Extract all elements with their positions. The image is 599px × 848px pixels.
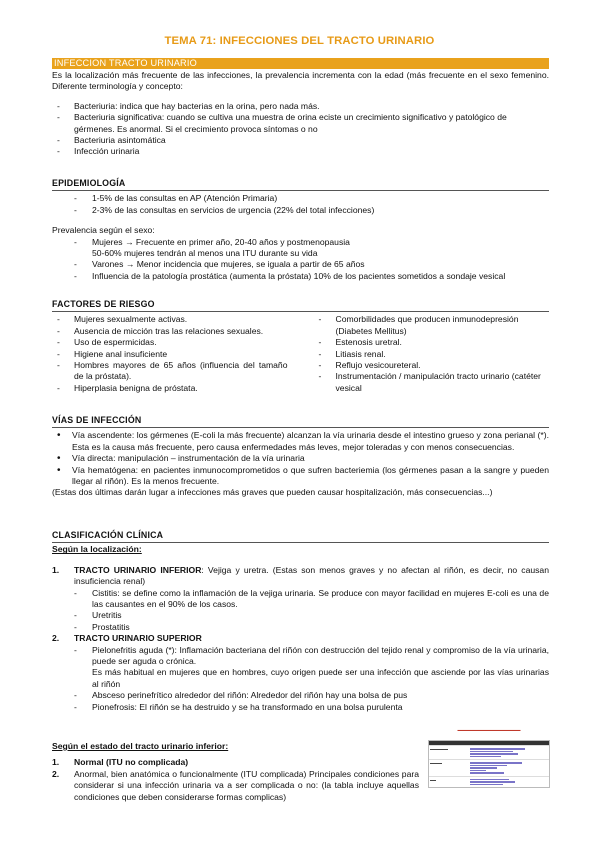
list-item: - Hombres mayores de 65 años (influencia del tamaño de la próstata).	[52, 360, 288, 383]
item-number: 2.	[52, 633, 60, 644]
list-item: - Pielonefritis aguda (*): Inflamación bacteriana del riñón con destrucción del tejido renal y compromiso de la vía urinaria, puede ser aguda o crónica.	[52, 645, 549, 668]
inferior-text: : Vejiga y uretra. (Estas son menos graves y no afectan al riñón, es decir, no causan insuficiencia renal)	[74, 564, 549, 587]
list-item: - Bacteriuria: indica que hay bacterias en la orina, pero nada más.	[52, 101, 549, 112]
list-item: - Influencia de la patología prostática (aumenta la próstata) 10% de los pacientes sometidos a sondaje vesical	[52, 271, 549, 282]
prevalence-label: Prevalencia según el sexo:	[52, 225, 155, 236]
section-heading: CLASIFICACIÓN CLÍNICA	[52, 530, 549, 543]
epi-list	[52, 193, 549, 216]
section-estado	[52, 741, 419, 803]
section-bar: INFECCION TRACTO URINARIO	[52, 58, 549, 69]
subheading-estado: Según el estado del tracto urinario inferior:	[52, 741, 229, 751]
risk-right-list	[308, 314, 550, 394]
list-item: - Instrumentación / manipulación tracto urinario (catéter vesical	[314, 371, 550, 394]
list-item: • Vía ascendente: los gérmenes (E-coli la más frecuente) alcanzan la vía urinaria desde el intestino grueso y zona perianal (*). Esta es la causa más frecuente, pero causa enfermedades más leves, mejor toleradas y con menos consecuencias.	[52, 430, 549, 453]
risk-left-list	[52, 314, 308, 394]
list-item: - Estenosis uretral.	[314, 337, 550, 348]
intro-paragraph: Es la localización más frecuente de las infecciones, la prevalencia incrementa con la edad (más frecuente en el sexo femenino. Diferente terminología y concepto:	[52, 70, 549, 92]
section-clasificacion	[52, 530, 549, 713]
state-text: Normal (ITU no complicada)	[74, 757, 189, 768]
section-vias	[52, 415, 549, 499]
sex-list	[52, 237, 549, 283]
list-item: • Vía hematógena: en pacientes inmunocomprometidos o que sufren bacteriemia (los gérmenes pasan a la sangre y pueden llegar al riñón). Es la menos frecuente.	[52, 465, 549, 488]
list-item: - Absceso perinefrítico alrededor del riñón: Alrededor del riñón hay una bolsa de pus	[52, 690, 549, 701]
list-item: - 2-3% de las consultas en servicios de urgencia (22% del total infecciones)	[52, 205, 549, 216]
section-heading: FACTORES DE RIESGO	[52, 299, 549, 312]
list-item: • Vía directa: manipulación – instrumentación de la vía urinaria	[52, 453, 549, 464]
list-item: - Cistitis: se define como la inflamación de la vejiga urinaria. Se produce con mayor facilidad en mujeres E-coli es una de las causantes en el 90% de los casos.	[52, 588, 549, 611]
list-item: - Bacteriuria asintomática	[52, 135, 549, 146]
subheading-localizacion: Según la localización:	[52, 544, 142, 555]
list-item: - Higiene anal insuficiente	[52, 349, 288, 360]
women-note: 50-60% mujeres tendrán al menos una ITU durante su vida	[92, 248, 318, 259]
inferior-item	[52, 565, 549, 588]
state-text: Anormal, bien anatómica o funcionalmente (ITU complicada) Principales condiciones para considerar si una infección urinaria va a ser complicada o no: (la tabla incluye aquellas condiciones que deben considerarse formas complicas)	[74, 768, 419, 802]
section-heading: EPIDEMIOLOGÍA	[52, 178, 549, 191]
list-item: - Comorbilidades que producen inmunodepresión (Diabetes Mellitus)	[314, 314, 550, 337]
item-number: 2.	[52, 768, 60, 779]
complicated-itu-table-image	[428, 728, 550, 814]
vias-list	[52, 430, 549, 487]
table-caption-image: ▬▬▬▬▬▬▬▬▬▬▬▬▬▬▬▬▬▬	[457, 728, 521, 732]
table-row: ▬▬▬▬▬▬	[429, 745, 549, 759]
section-epidemiologia	[52, 178, 549, 282]
item-number: 1.	[52, 757, 60, 768]
list-item: - Pionefrosis: El riñón se ha destruido y se ha transformado en una bolsa purulenta	[52, 702, 549, 713]
superior-title: TRACTO URINARIO SUPERIOR	[74, 633, 202, 644]
list-item: - Mujeres → Frecuente en primer año, 20-40 años y postmenopausia	[52, 237, 549, 248]
list-item: - Litiasis renal.	[314, 349, 550, 360]
pielo-note: Es más habitual en mujeres que en hombres, cuyo origen puede ser una infección que asciende por las vías urinarias al riñón	[92, 667, 549, 689]
inferior-list	[52, 588, 549, 634]
item-number: 1.	[52, 564, 60, 575]
list-item: - Prostatitis	[52, 622, 549, 633]
state-item	[52, 769, 419, 803]
section-infeccion	[52, 58, 549, 158]
list-item: - Infección urinaria	[52, 146, 549, 157]
list-item: - Varones → Menor incidencia que mujeres, se iguala a partir de 65 años	[52, 259, 549, 270]
section-factores	[52, 299, 549, 394]
section-heading: VÍAS DE INFECCIÓN	[52, 415, 549, 428]
superior-list	[52, 645, 549, 713]
list-item: - Reflujo vesicoureteral.	[314, 360, 550, 371]
list-item: - Bacteriuria significativa: cuando se cultiva una muestra de orina eciste un crecimiento significativo y patológico de gérmenes. Es anormal. Si el crecimiento provoca síntomas o no	[52, 112, 549, 135]
table-row: ▬▬	[429, 776, 549, 788]
page-title: TEMA 71: INFECCIONES DEL TRACTO URINARIO	[164, 35, 435, 47]
terms-list	[52, 101, 549, 158]
thumbnail-table	[428, 740, 550, 788]
vias-note: (Estas dos últimas darán lugar a infecciones más graves que pueden causar hospitalización, más consecuencias...)	[52, 487, 493, 498]
list-item: - Uso de espermicidas.	[52, 337, 288, 348]
list-item: - Ausencia de micción tras las relaciones sexuales.	[52, 326, 288, 337]
state-item	[52, 757, 419, 768]
table-row: ▬▬▬▬	[429, 759, 549, 776]
superior-item	[52, 633, 549, 644]
list-item: - Uretritis	[52, 610, 549, 621]
list-item: - Mujeres sexualmente activas.	[52, 314, 288, 325]
list-item: - Hiperplasia benigna de próstata.	[52, 383, 288, 394]
list-item: - 1-5% de las consultas en AP (Atención Primaria)	[52, 193, 549, 204]
inferior-title: TRACTO URINARIO INFERIOR	[74, 564, 202, 575]
